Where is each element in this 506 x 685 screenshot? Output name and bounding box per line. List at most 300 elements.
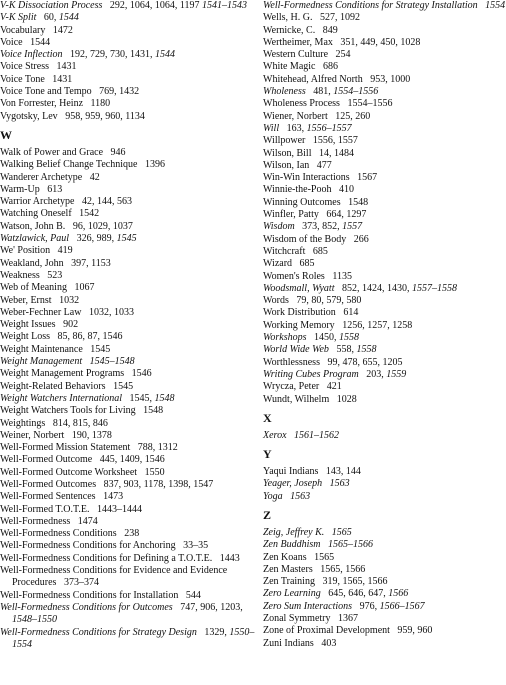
index-entry [0, 258, 258, 270]
index-pages-italic: 1558 [339, 332, 360, 344]
index-pages: 1545 [90, 343, 111, 355]
index-entry [263, 539, 506, 551]
index-term: Wisdom [263, 221, 295, 233]
index-entry [0, 233, 258, 245]
index-pages: 42 [89, 171, 100, 183]
index-pages: 769, 1432 [99, 86, 140, 98]
index-pages: 96, 1029, 1037 [72, 220, 133, 232]
index-entry [263, 74, 506, 86]
index-entry [263, 86, 506, 98]
index-pages-italic: 1558 [356, 344, 377, 356]
index-entry [0, 86, 258, 98]
index-pages: 1431 [56, 61, 77, 73]
index-entry [263, 625, 506, 637]
index-term: Well-Formed Outcomes [0, 478, 97, 490]
index-pages: 1032, 1033 [88, 306, 134, 318]
index-term: V-K Split [0, 12, 37, 24]
index-entry [0, 0, 258, 12]
index-term: Weakness [0, 269, 40, 281]
index-term: Weight Issues [0, 319, 56, 331]
index-term: Yeager, Joseph [263, 478, 323, 490]
index-pages: 523 [47, 269, 63, 281]
index-entry [263, 588, 506, 600]
index-pages-italic: 1557–1558 [412, 282, 457, 294]
index-pages: 788, 1312 [137, 442, 178, 454]
index-term: Xerox [263, 429, 287, 441]
section-heading-z: Z [263, 507, 272, 522]
index-term: Watson, John B. [0, 220, 66, 232]
index-entry [0, 565, 258, 590]
index-term: Writing Cubes Program [263, 368, 359, 380]
index-entry [263, 25, 506, 37]
index-pages: 14, 1484 [319, 147, 354, 159]
index-term: Working Memory [263, 319, 335, 331]
index-entry [263, 160, 506, 172]
index-term: Voice [0, 36, 23, 48]
index-entry [0, 270, 258, 282]
index-entry [0, 405, 258, 417]
index-entry [0, 344, 258, 356]
index-pages: 397, 1153 [71, 257, 111, 269]
index-entry [0, 442, 258, 454]
index-entry [263, 430, 506, 442]
index-entry [0, 504, 258, 516]
index-entry [263, 466, 506, 478]
index-pages: 685 [299, 258, 315, 270]
index-pages: 837, 903, 1178, 1398, 1547 [103, 478, 214, 490]
index-pages: 125, 260 [335, 110, 371, 122]
index-entry [263, 332, 506, 344]
index-pages: 613 [47, 183, 63, 195]
index-term: Well-Formed Sentences [0, 491, 96, 503]
index-entry [0, 12, 258, 24]
index-entry [0, 331, 258, 343]
index-pages: 42, 144, 563 [81, 196, 132, 208]
index-term: Yoga [263, 490, 283, 502]
index-entry [263, 491, 506, 503]
index-entry [0, 319, 258, 331]
index-pages-italic: 1559 [386, 368, 407, 380]
index-entry [263, 135, 506, 147]
index-entry [0, 381, 258, 393]
index-entry [263, 123, 506, 135]
index-term: V-K Dissociation Process [0, 0, 103, 11]
index-pages: 544 [185, 589, 201, 601]
index-term: Vygotsky, Lev [0, 110, 58, 122]
section-heading-y: Y [263, 447, 272, 462]
index-entry [0, 61, 258, 73]
index-column-left [0, 0, 258, 651]
index-term: Weight-Related Behaviors [0, 380, 106, 392]
index-pages: 958, 959, 960, 1134 [65, 110, 145, 122]
index-entry [263, 638, 506, 650]
index-pages: 192, 729, 730, 1431, [69, 49, 153, 61]
index-entry [0, 418, 258, 430]
index-pages-italic: 1544 [154, 49, 175, 61]
index-entry [263, 601, 506, 613]
index-pages: 1548 [348, 196, 369, 208]
index-entry [263, 209, 506, 221]
index-pages: 481, [313, 86, 331, 98]
index-entry [0, 368, 258, 380]
index-term: Willpower [263, 135, 306, 147]
index-pages-italic: 1566 [388, 588, 409, 600]
index-entry [263, 295, 506, 307]
index-entry [0, 98, 258, 110]
index-term: Wells, H. G. [263, 12, 313, 24]
index-entry [0, 25, 258, 37]
index-pages: 1256, 1257, 1258 [342, 319, 413, 331]
index-term: Zeig, Jeffrey K. [263, 526, 325, 538]
index-entry [0, 282, 258, 294]
index-pages: 1396 [144, 159, 165, 171]
index-entry [263, 184, 506, 196]
index-entry [0, 49, 258, 61]
index-pages: 85, 86, 87, 1546 [57, 331, 123, 343]
index-pages: 326, 989, [76, 233, 115, 245]
index-term: Wryczа, Peter [263, 381, 320, 393]
index-pages-italic: 1541–1543 [202, 0, 248, 11]
index-term: Voice Tone and Tempo [0, 86, 92, 98]
index-entry [0, 221, 258, 233]
index-term: Wisdom of the Body [263, 233, 347, 245]
index-pages: 1450, [314, 332, 337, 344]
index-pages: 99, 478, 655, 1205 [327, 356, 403, 368]
index-pages: 1550 [144, 466, 165, 478]
index-entry [0, 208, 258, 220]
index-term: Worthlessness [263, 356, 320, 368]
index-pages: 645, 646, 647, [328, 588, 386, 600]
index-pages: 292, 1064, 1064, 1197 [109, 0, 200, 11]
index-pages: 60, [43, 12, 57, 24]
index-pages: 1329, [204, 626, 227, 638]
index-term: Well-Formedness Conditions for Anchoring [0, 540, 176, 552]
index-entry [0, 553, 258, 565]
index-term: Words [263, 295, 289, 307]
index-pages-italic: 1550–1554 [12, 626, 255, 650]
index-entry [263, 271, 506, 283]
index-term: Weight Management Programs [0, 368, 125, 380]
index-pages: 614 [343, 307, 359, 319]
index-pages: 203, [366, 368, 384, 380]
index-entry [263, 527, 506, 539]
index-term: Weight Management [0, 356, 83, 368]
index-term: Zen Training [263, 576, 315, 588]
index-pages-italic: 1556–1557 [306, 122, 352, 134]
index-term: Well-Formed Mission Statement [0, 442, 131, 454]
index-entry [0, 516, 258, 528]
index-pages: 1546 [131, 368, 152, 380]
index-pages: 1067 [74, 282, 95, 294]
index-term: Voice Stress [0, 61, 49, 73]
index-term: Winning Outcomes [263, 196, 341, 208]
index-term: Weight Watchers International [0, 392, 123, 404]
index-entry [0, 356, 258, 368]
index-term: Winnie-the-Pooh [263, 184, 332, 196]
index-pages: 403 [321, 637, 337, 649]
index-term: Weakland, John [0, 257, 64, 269]
index-pages: 1473 [103, 491, 124, 503]
index-entry [263, 246, 506, 258]
index-term: Whitehead, Alfred North [263, 73, 363, 85]
index-pages: 976, [359, 600, 378, 612]
index-pages-italic: 1544 [58, 12, 79, 24]
index-entry [0, 454, 258, 466]
index-term: Well-Formedness Conditions for Strategy Installation [263, 0, 478, 11]
index-term: Woodsmall, Wyatt [263, 282, 335, 294]
index-pages: 1431 [52, 73, 73, 85]
index-term: Women's Roles [263, 270, 325, 282]
index-entry [0, 172, 258, 184]
index-entry [263, 172, 506, 184]
index-term: Workshops [263, 332, 307, 344]
index-pages-italic: 1554 [485, 0, 506, 11]
index-term: Weightings [0, 417, 46, 429]
index-term: Weight Watchers Tools for Living [0, 405, 136, 417]
index-pages-italic: 1545 [116, 233, 137, 245]
index-term: Will [263, 122, 280, 134]
index-pages: 852, 1424, 1430, [342, 282, 410, 294]
index-entry [0, 147, 258, 159]
index-pages: 1367 [338, 613, 358, 625]
index-pages: 1545, [129, 392, 153, 404]
index-pages: 1474 [77, 515, 98, 527]
index-entry [0, 307, 258, 319]
index-term: Wholeness Process [263, 98, 340, 110]
section-heading-w: W [0, 127, 12, 142]
index-entry [263, 613, 506, 625]
index-term: Watching Oneself [0, 208, 72, 220]
index-entry [263, 258, 506, 270]
index-pages: 558, [336, 344, 354, 356]
index-term: Wilson, Ian [263, 159, 310, 171]
index-entry [0, 37, 258, 49]
index-pages: 477 [316, 159, 332, 171]
index-pages: 79, 80, 579, 580 [296, 295, 362, 307]
index-entry [0, 184, 258, 196]
index-term: Zen Koans [263, 551, 307, 563]
index-term: Zen Buddhism [263, 539, 321, 551]
index-pages-italic: 1545–1548 [89, 356, 135, 368]
index-entry [263, 552, 506, 564]
index-entry [263, 320, 506, 332]
index-entry [0, 196, 258, 208]
index-column-right [263, 0, 506, 650]
index-pages: 254 [335, 49, 351, 61]
index-pages-italic: 1565–1566 [328, 539, 373, 551]
index-pages-italic: 1548 [154, 392, 175, 404]
index-entry [263, 148, 506, 160]
index-term: Well-Formedness [0, 515, 71, 527]
index-entry [0, 479, 258, 491]
index-term: Well-Formed T.O.T.E. [0, 503, 90, 515]
index-term: Zero Sum Interactions [263, 600, 353, 612]
index-pages-italic: 1563 [290, 490, 311, 502]
index-entry [0, 295, 258, 307]
index-pages: 1565 [314, 551, 335, 563]
index-entry [263, 307, 506, 319]
index-term: Wernicke, C. [263, 24, 316, 36]
index-pages: 685 [312, 245, 328, 257]
index-term: Weight Loss [0, 331, 51, 343]
index-term: Von Forrester, Heinz [0, 98, 84, 110]
index-term: Wiener, Norbert [263, 110, 328, 122]
index-pages: 373, 852, [302, 221, 340, 233]
index-entry [0, 245, 258, 257]
index-term: Zen Masters [263, 563, 313, 575]
index-pages: 319, 1565, 1566 [322, 576, 388, 588]
index-entry [263, 344, 506, 356]
index-term: Watzlawick, Paul [0, 233, 70, 245]
index-pages: 1443 [219, 552, 240, 564]
index-pages: 1135 [332, 270, 352, 282]
index-pages: 1554–1556 [347, 98, 393, 110]
index-term: Vocabulary [0, 24, 46, 36]
index-term: Well-Formedness Conditions for Installation [0, 589, 179, 601]
index-pages: 1545 [113, 380, 134, 392]
index-entry [263, 197, 506, 209]
index-pages: 686 [322, 61, 338, 73]
index-pages: 1544 [30, 36, 51, 48]
index-term: Winfler, Patty [263, 209, 319, 221]
index-term: Witchcraft [263, 245, 306, 257]
index-pages-italic: 1565 [331, 526, 352, 538]
index-term: Weight Maintenance [0, 343, 83, 355]
index-entry [263, 576, 506, 588]
index-pages-italic: 1548–1550 [12, 614, 57, 626]
index-pages: 419 [57, 245, 73, 257]
index-pages: 238 [124, 528, 140, 540]
index-pages-italic: 1566–1567 [379, 600, 425, 612]
index-term: World Wide Web [263, 344, 329, 356]
index-entry [263, 49, 506, 61]
index-entry [263, 283, 506, 295]
index-term: Wundt, Wilhelm [263, 393, 330, 405]
index-entry [0, 393, 258, 405]
index-term: Walk of Power and Grace [0, 146, 104, 158]
index-term: Well-Formedness Conditions for Evidence and Evidence Procedures [0, 565, 228, 589]
index-term: White Magic [263, 61, 316, 73]
index-entry [263, 37, 506, 49]
index-entry [0, 590, 258, 602]
index-pages: 1443–1444 [96, 503, 142, 515]
index-pages: 1567 [357, 172, 378, 184]
index-pages: 1565, 1566 [320, 563, 366, 575]
index-pages: 1472 [52, 24, 73, 36]
index-pages: 747, 906, 1203, [180, 601, 243, 613]
index-pages-italic: 1561–1562 [294, 429, 340, 441]
index-pages-italic: 1563 [329, 478, 350, 490]
index-pages: 373–374 [63, 577, 99, 589]
index-term: We' Position [0, 245, 51, 257]
index-term: Wholeness [263, 86, 306, 98]
index-term: Voice Tone [0, 73, 45, 85]
index-entry [0, 111, 258, 123]
index-term: Well-Formedness Conditions [0, 528, 117, 540]
index-pages: 143, 144 [325, 466, 361, 478]
index-pages: 1180 [90, 98, 111, 110]
index-entry [263, 98, 506, 110]
index-entry [263, 564, 506, 576]
index-pages: 959, 960 [397, 625, 433, 637]
index-entry [263, 394, 506, 406]
index-pages: 1028 [336, 393, 357, 405]
index-entry [0, 528, 258, 540]
index-pages: 410 [338, 184, 354, 196]
index-pages: 1556, 1557 [312, 135, 358, 147]
index-pages: 527, 1092 [319, 12, 360, 24]
index-entry [263, 357, 506, 369]
index-pages: 902 [63, 319, 79, 331]
index-pages: 814, 815, 846 [52, 417, 108, 429]
index-term: Well-Formedness Conditions for Strategy Design [0, 626, 197, 638]
index-entry [263, 221, 506, 233]
index-pages: 953, 1000 [370, 73, 411, 85]
index-term: Wizard [263, 258, 293, 270]
index-pages: 445, 1409, 1546 [99, 454, 165, 466]
index-pages: 849 [322, 24, 338, 36]
index-pages-italic: 1554–1556 [333, 86, 379, 98]
index-pages: 190, 1378 [71, 429, 112, 441]
index-entry [0, 491, 258, 503]
index-pages: 1542 [79, 208, 100, 220]
index-term: Zonal Symmetry [263, 613, 331, 625]
index-term: Well-Formedness Conditions for Defining a T.O.T.E. [0, 552, 213, 564]
index-entry [263, 369, 506, 381]
index-term: Win-Win Interactions [263, 172, 350, 184]
index-term: Well-Formed Outcome Worksheet [0, 466, 138, 478]
index-entry [0, 159, 258, 171]
index-term: Wilson, Bill [263, 147, 312, 159]
index-entry [0, 74, 258, 86]
index-entry [0, 540, 258, 552]
index-term: Weber, Ernst [0, 294, 52, 306]
index-term: Well-Formedness Conditions for Outcomes [0, 601, 173, 613]
index-term: Wertheimer, Max [263, 36, 333, 48]
index-term: Warm-Up [0, 183, 40, 195]
index-pages: 163, [286, 122, 305, 134]
index-pages: 33–35 [183, 540, 209, 552]
index-term: Web of Meaning [0, 282, 67, 294]
index-entry [0, 627, 258, 652]
section-heading-x: X [263, 410, 272, 425]
index-entry [263, 234, 506, 246]
index-term: Weber-Fechner Law [0, 306, 82, 318]
index-pages: 351, 449, 450, 1028 [340, 36, 421, 48]
index-entry [263, 478, 506, 490]
index-term: Yaqui Indians [263, 466, 319, 478]
index-entry [263, 381, 506, 393]
index-term: Warrior Archetype [0, 196, 75, 208]
index-entry [0, 467, 258, 479]
index-entry [263, 0, 506, 12]
index-term: Voice Inflection [0, 49, 63, 61]
index-entry [0, 430, 258, 442]
index-term: Well-Formed Outcome [0, 454, 93, 466]
index-term: Walking Belief Change Technique [0, 159, 138, 171]
index-term: Weiner, Norbert [0, 429, 65, 441]
index-term: Wanderer Archetype [0, 171, 83, 183]
index-pages: 1032 [59, 294, 80, 306]
index-entry [263, 111, 506, 123]
index-entry [263, 61, 506, 73]
index-pages: 946 [110, 146, 126, 158]
index-term: Western Culture [263, 49, 329, 61]
index-pages: 421 [326, 381, 342, 393]
index-entry [0, 602, 258, 627]
index-term: Zone of Proximal Development [263, 625, 390, 637]
index-pages: 266 [353, 233, 369, 245]
